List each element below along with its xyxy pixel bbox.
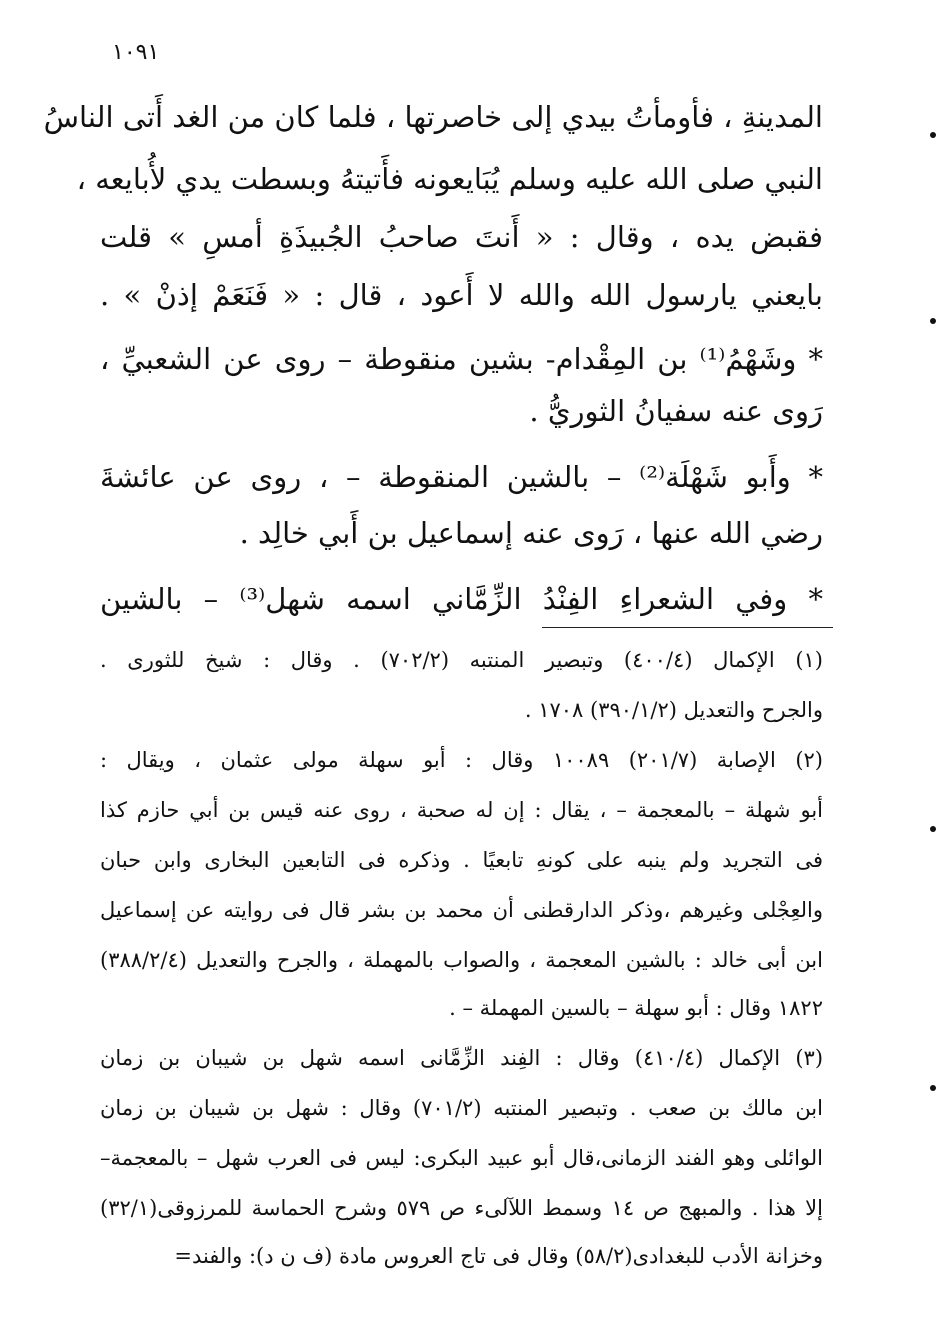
body-line-2: النبي صلى الله عليه وسلم يُبَايعونه فأَتيتهُ وبسطت يدي لأُبايعه ، [76,162,823,196]
binding-hole-mark [930,826,936,832]
binding-hole-mark [930,1085,936,1091]
body-line-7: * وأَبو شَهْلَة⁽²⁾ – بالشين المنقوطة – ، روى عن عائشةَ [100,460,823,494]
body-line-3: فقبض يده ، وقال : « أَنتَ صاحبُ الجُبيذَةِ أمسِ » قلت [100,220,823,254]
body-line-4: بايعني يارسول الله والله لا أَعود ، قال : « فَنَعَمْ إذنْ » . [100,278,823,312]
footnote-line-1: (١) الإكمال (٤٠٠/٤) وتبصير المنتبه (٧٠٢/٢) . وقال : شيخ للثورى . [100,648,823,672]
page-number: ١٠٩١ [112,40,160,65]
footnote-line-6: والعِجْلى وغيرهم ،وذكر الدارقطنى أن محمد بن بشر قال فى روايته عن إسماعيل [100,898,823,922]
footnote-line-12: إلا هذا . والمبهج ص ١٤ وسمط اللآلىء ص ٥٧٩ وشرح الحماسة للمرزوقى(٣٢/١) [100,1196,823,1220]
binding-hole-mark [930,318,936,324]
footnote-line-3: (٢) الإصابة (٢٠١/٧) ١٠٠٨٩ وقال : أبو سهلة مولى عثمان ، ويقال : [100,748,823,772]
binding-hole-mark [930,132,936,138]
body-line-5: * وشَهْمُ⁽¹⁾ بن المِقْدام- بشين منقوطة – روى عن الشعبيِّ ، [100,342,823,376]
footnote-line-2: والجرح والتعديل (٣٩٠/١/٢) ١٧٠٨ . [524,698,823,722]
footnote-line-7: ابن أبى خالد : بالشين المعجمة ، والصواب بالمهملة ، والجرح والتعديل (٣٨٨/٢/٤) [100,948,823,972]
footnote-line-8: ١٨٢٢ وقال : أبو سهلة – بالسين المهملة – . [449,996,823,1020]
body-line-1: المدينةِ ، فأومأتُ بيدي إلى خاصرتها ، فلما كان من الغد أَتى الناسُ [43,100,823,134]
footnote-line-10: ابن مالك بن صعب . وتبصير المنتبه (٧٠١/٢) وقال : شهل بن شيبان بن زمان [100,1096,823,1120]
footnote-line-13: وخزانة الأدب للبغدادى(٥٨/٢) وقال فى تاج العروس مادة (ف ن د): والفند= [174,1244,823,1268]
footnote-divider [542,627,833,628]
body-line-9: * وفي الشعراءِ الفِنْدُ الزِّمَّاني اسمه شهل⁽³⁾ – بالشين [100,582,824,616]
body-line-6: رَوى عنه سفيانُ الثوريُّ . [529,394,823,428]
body-line-8: رضي الله عنها ، رَوى عنه إسماعيل بن أَبي خالِد . [239,516,823,550]
footnote-line-4: أبو شهلة – بالمعجمة – ، يقال : إن له صحبة ، روى عنه قيس بن أبي حازم كذا [100,798,823,822]
footnote-line-9: (٣) الإكمال (٤١٠/٤) وقال : الفِند الزِّمَّانى اسمه شهل بن شيبان بن زمان [100,1046,824,1070]
footnote-line-11: الوائلى وهو الفند الزمانى،قال أبو عبيد البكرى: ليس فى العرب شهل – بالمعجمة– [100,1146,823,1170]
footnote-line-5: فى التجريد ولم ينبه على كونهِ تابعيًا . وذكره فى التابعين البخارى وابن حبان [100,848,823,872]
